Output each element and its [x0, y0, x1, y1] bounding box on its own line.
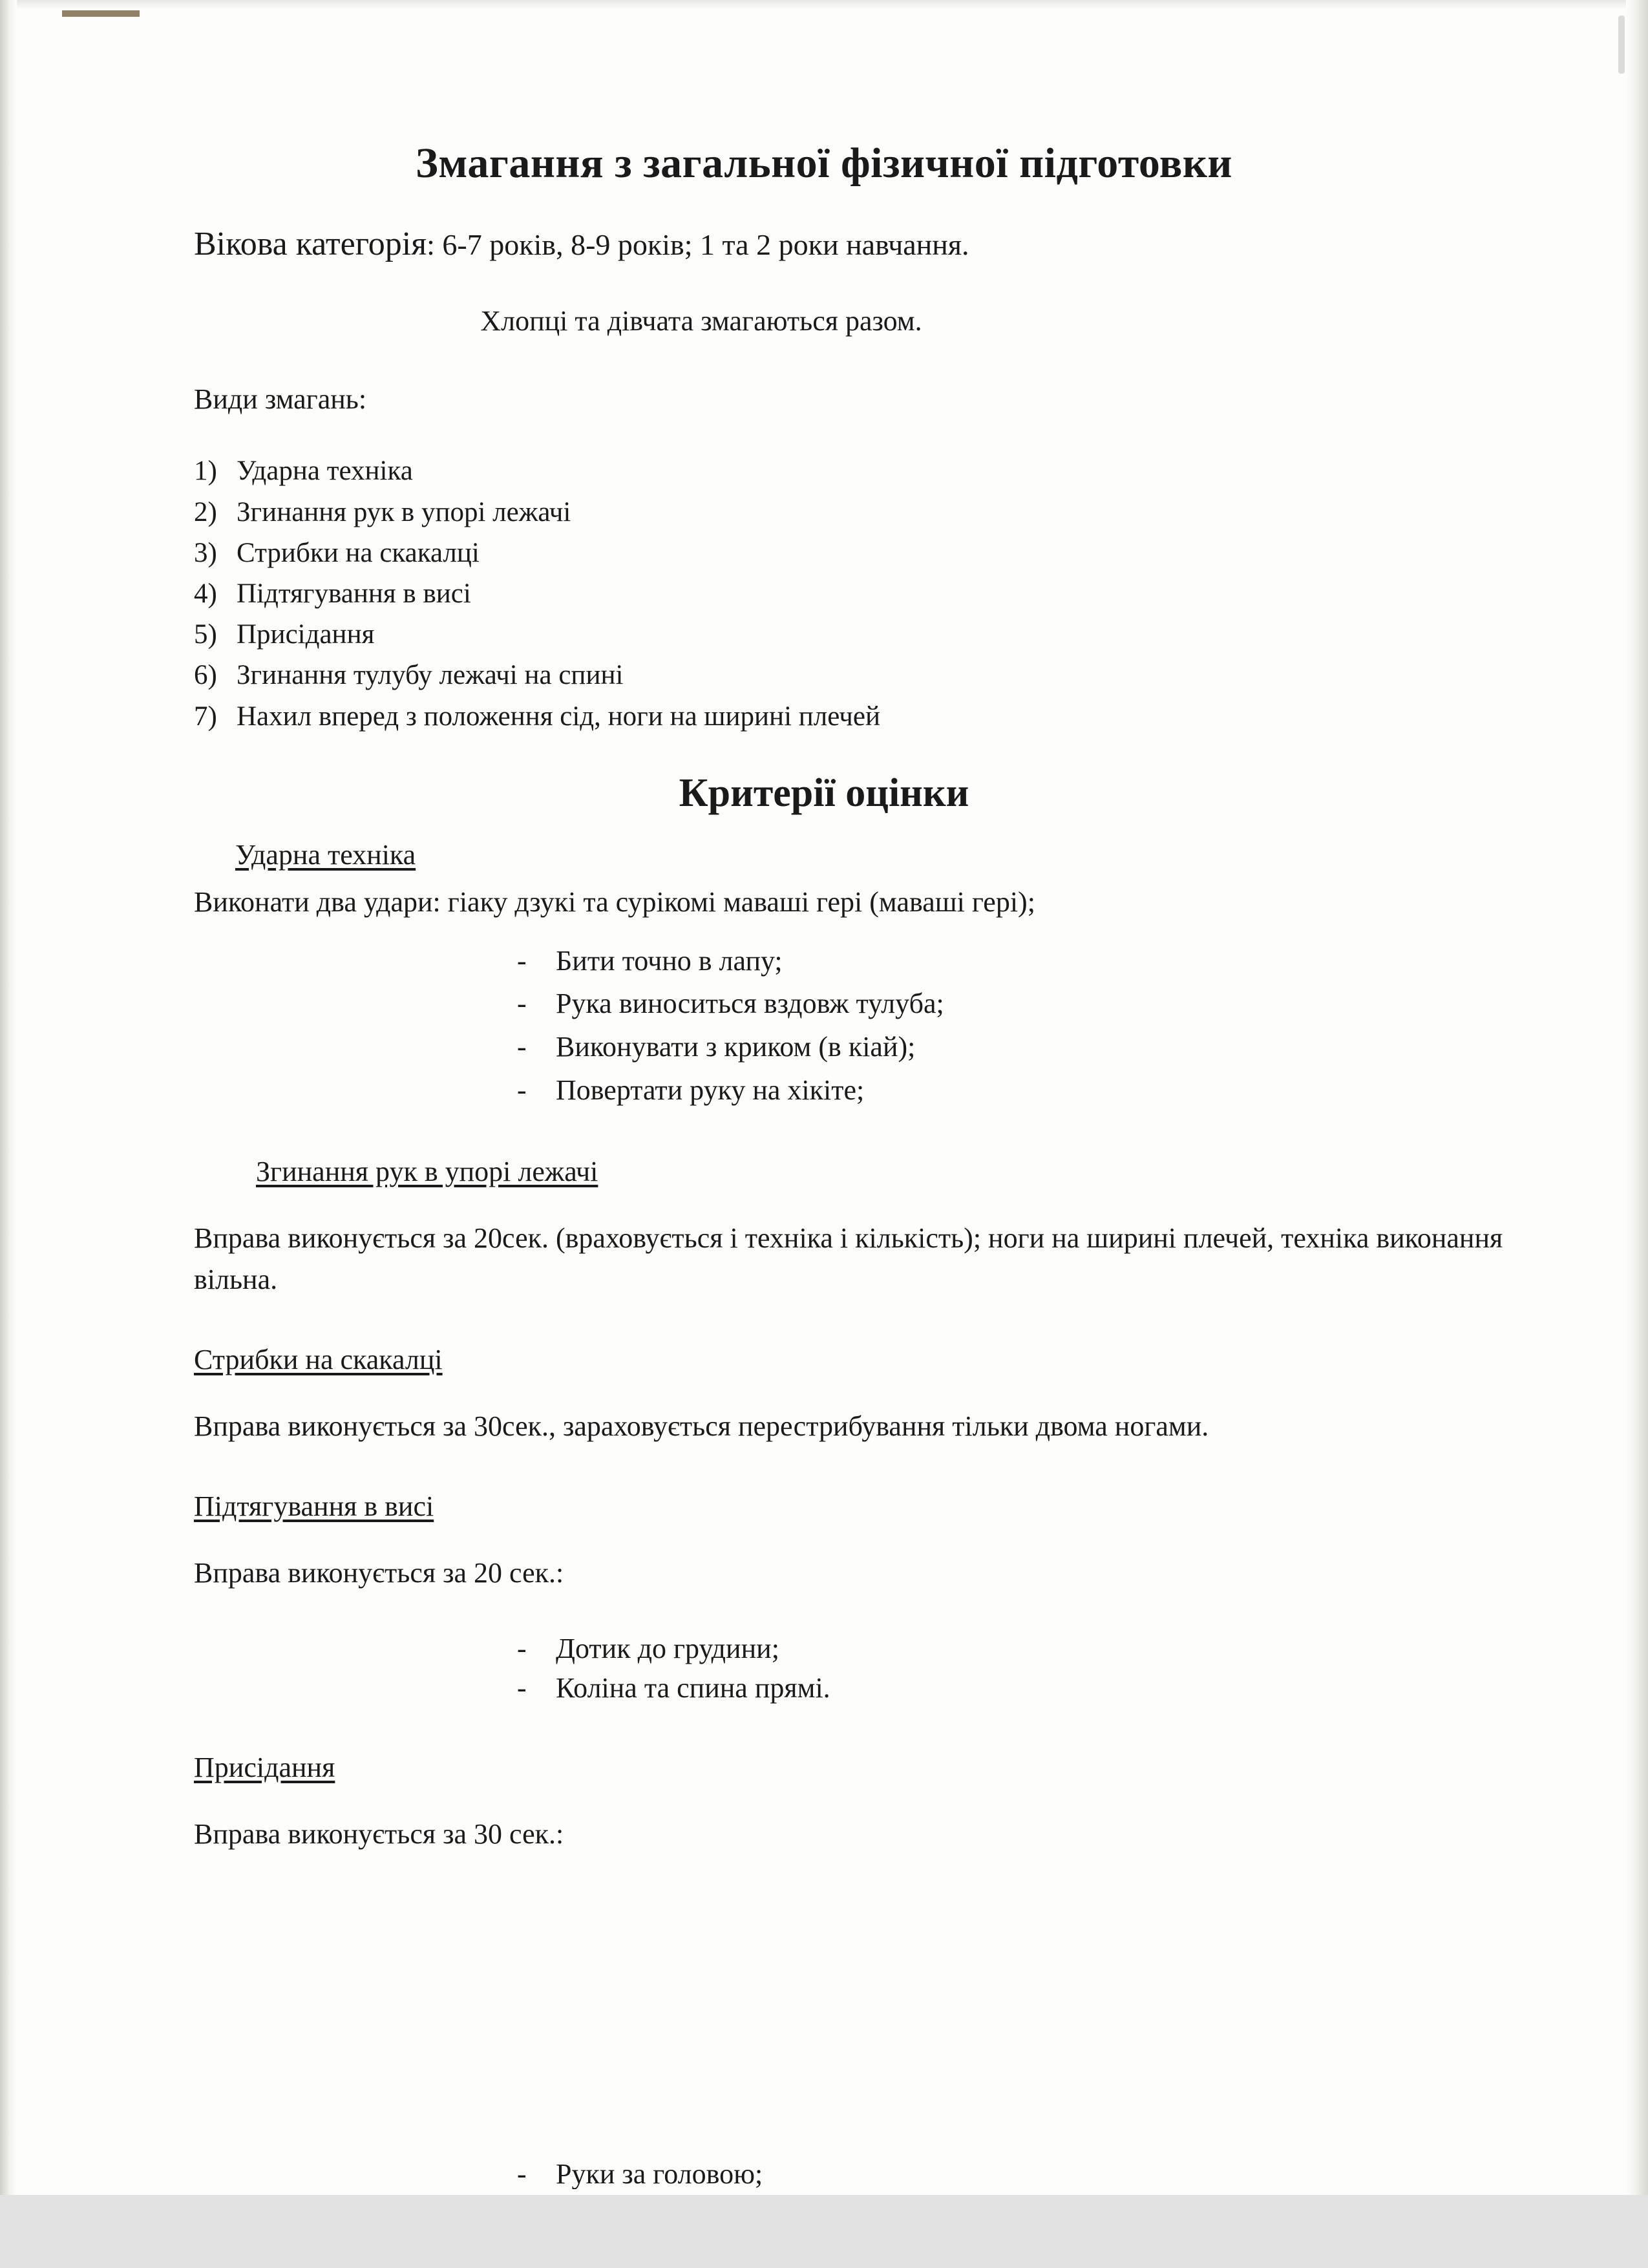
- list-item-label: Присідання: [237, 619, 375, 650]
- dash-marker: -: [517, 944, 527, 977]
- section-text-pushups: Вправа виконується за 20сек. (враховується і техніка і кількість); ноги на ширині плечей, техніка виконання вільна.: [194, 1222, 1503, 1295]
- list-item: [194, 614, 1525, 655]
- section-text-rope: Вправа виконується за 30сек., зараховується перестрибування тільки двома ногами.: [194, 1410, 1209, 1442]
- dash-marker: -: [517, 988, 527, 1020]
- list-item: [194, 982, 1525, 1026]
- list-item-label: Виконувати з криком (в кіай);: [556, 1031, 916, 1063]
- list-item-label: Рука виноситься вздовж тулуба;: [556, 988, 944, 1020]
- list-item-label: Бити точно в лапу;: [556, 944, 783, 977]
- section-text-squats: Вправа виконується за 30 сек.:: [194, 1818, 564, 1850]
- list-item-number: 6): [194, 660, 217, 691]
- list-item: [194, 696, 1525, 737]
- section-text-pullups: Вправа виконується за 20 сек.:: [194, 1556, 564, 1589]
- list-item: [194, 1069, 1525, 1112]
- list-item: [194, 1629, 1525, 1669]
- list-item-label: Підтягування в висі: [237, 578, 471, 609]
- list-item-label: Дотик до грудини;: [556, 1633, 779, 1665]
- list-item-label: Стрибки на скакалці: [237, 537, 480, 568]
- pullups-bullet-list: [194, 1593, 1525, 1708]
- strike-bullet-list: [194, 923, 1525, 1113]
- dash-marker: -: [517, 1633, 527, 1665]
- dash-marker: -: [517, 1031, 527, 1063]
- section-heading-pullups: Підтягування в висі: [194, 1490, 434, 1522]
- list-item: [194, 492, 1525, 533]
- list-item: [194, 2156, 1357, 2189]
- scan-bottom-band: [0, 2195, 1648, 2268]
- list-item-number: 7): [194, 701, 217, 732]
- list-item: [194, 573, 1525, 614]
- list-item-label: Згинання рук в упорі лежачі: [237, 496, 571, 527]
- event-types-label: Види змагань:: [194, 383, 367, 416]
- list-item-label: Коліна та спина прямі.: [556, 1672, 830, 1704]
- mixed-gender-note: Хлопці та дівчата змагаються разом.: [480, 305, 922, 337]
- list-item-label: Руки за головою;: [556, 2158, 763, 2189]
- age-category-label: Вікова категорія: [194, 226, 427, 262]
- list-item: [194, 450, 1525, 491]
- list-item-label: Нахил вперед з положення сід, ноги на ширині плечей: [237, 701, 880, 732]
- section-heading-squats: Присідання: [194, 1751, 335, 1783]
- page-title: Змагання з загальної фізичної підготовки: [416, 140, 1232, 187]
- list-item-number: 5): [194, 619, 217, 650]
- section-heading-pushups: Згинання рук в упорі лежачі: [256, 1156, 598, 1188]
- section-heading-rope: Стрибки на скакалці: [194, 1343, 443, 1375]
- list-item: [194, 533, 1525, 573]
- criteria-title: Критерії оцінки: [679, 770, 969, 815]
- list-item: [194, 655, 1525, 695]
- dash-marker: -: [517, 1672, 527, 1704]
- list-item-label: Згинання тулубу лежачі на спині: [237, 660, 624, 691]
- list-item-number: 1): [194, 456, 217, 487]
- event-types-list: [194, 416, 1525, 736]
- age-category-line: [194, 188, 1525, 264]
- section-text-strike: Виконати два удари: гіаку дзукі та сурікомі маваші гері (маваші гері);: [194, 885, 1035, 918]
- list-item-number: 3): [194, 537, 217, 568]
- age-category-value: : 6-7 років, 8-9 років; 1 та 2 роки навчання.: [427, 228, 969, 261]
- dash-marker: -: [517, 1074, 527, 1107]
- list-item-number: 2): [194, 496, 217, 527]
- list-item-label: Повертати руку на хікіте;: [556, 1074, 865, 1107]
- section-heading-strike: Ударна техніка: [235, 838, 416, 871]
- list-item: [194, 1026, 1525, 1069]
- clipped-last-line-wrapper: [194, 2156, 1357, 2189]
- list-item-label: Ударна техніка: [237, 456, 413, 487]
- dash-marker: -: [517, 2158, 527, 2189]
- list-item-number: 4): [194, 578, 217, 609]
- list-item: [194, 940, 1525, 983]
- list-item: [194, 1669, 1525, 1708]
